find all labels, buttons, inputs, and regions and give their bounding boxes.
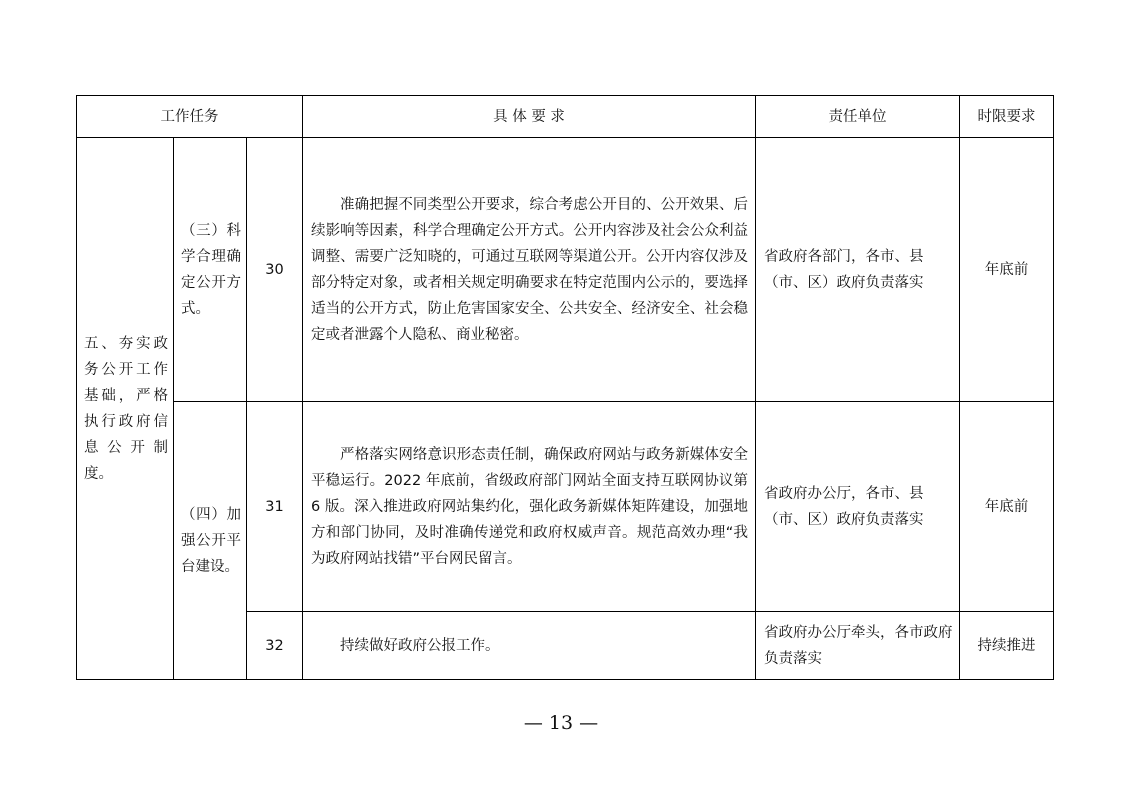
task-table — [76, 95, 1054, 680]
table-row — [77, 138, 1054, 402]
responsible-unit: 省政府办公厅，各市、县（市、区）政府负责落实 — [756, 402, 960, 612]
item-number: 32 — [247, 612, 303, 680]
requirement-text: 持续做好政府公报工作。 — [340, 637, 500, 654]
item-number: 30 — [247, 138, 303, 402]
header-deadline: 时限要求 — [960, 96, 1054, 138]
responsible-unit: 省政府各部门，各市、县（市、区）政府负责落实 — [756, 138, 960, 402]
requirement-text: 准确把握不同类型公开要求，综合考虑公开目的、公开效果、后续影响等因素，科学合理确定公开方式。公开内容涉及社会公众利益调整、需要广泛知晓的，可通过互联网等渠道公开。公开内容仅涉及部分特定对象，或者相关规定明确要求在特定范围内公示的，要选择适当的公开方式，防止危害国家安全、公共安全、经济安全、社会稳定或者泄露个人隐私、商业秘密。 — [311, 196, 749, 343]
deadline-cell: 持续推进 — [960, 612, 1054, 680]
table-row — [77, 402, 1054, 612]
header-requirement: 具 体 要 求 — [303, 96, 756, 138]
item-number: 31 — [247, 402, 303, 612]
requirement-cell — [303, 138, 756, 402]
requirement-text: 严格落实网络意识形态责任制，确保政府网站与政务新媒体安全平稳运行。2022 年底前，省级政府部门网站全面支持互联网协议第 6 版。深入推进政府网站集约化，强化政务新媒体矩阵建设，加强地方和部门协同，及时准确传递党和政府权威声音。规范高效办理“我为政府网站找错”平台网民留言。 — [311, 446, 749, 567]
requirement-cell — [303, 402, 756, 612]
header-unit: 责任单位 — [756, 96, 960, 138]
deadline-cell: 年底前 — [960, 138, 1054, 402]
task-category: 五、夯实政务公开工作基础，严格执行政府信息公开制度。 — [77, 138, 174, 680]
subtask-cell: （四）加强公开平台建设。 — [174, 402, 247, 680]
header-task: 工作任务 — [77, 96, 303, 138]
page-number: — 13 — — [523, 712, 599, 734]
deadline-cell: 年底前 — [960, 402, 1054, 612]
subtask-cell: （三）科学合理确定公开方式。 — [174, 138, 247, 402]
responsible-unit: 省政府办公厅牵头，各市政府负责落实 — [756, 612, 960, 680]
requirement-cell — [303, 612, 756, 680]
table-header-row — [77, 96, 1054, 138]
